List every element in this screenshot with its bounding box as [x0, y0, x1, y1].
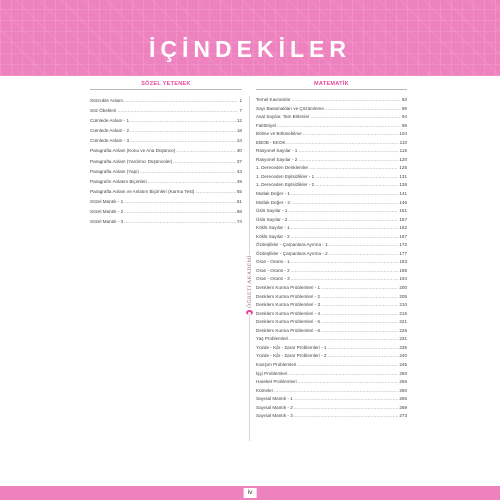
dot-leader: [298, 147, 398, 156]
dot-leader: [309, 164, 398, 173]
toc-entry-page: 43: [236, 168, 242, 174]
toc-entry-page: 260: [399, 387, 407, 393]
toc-entry[interactable]: [90, 126, 242, 136]
toc-entry[interactable]: [256, 207, 407, 216]
footer-band: [0, 486, 500, 500]
toc-entry-title: Paragrafın Anlatım Biçimleri: [90, 178, 147, 184]
toc-entry-title: Mutlak Değer - 2: [256, 199, 290, 205]
toc-entry[interactable]: [256, 318, 407, 327]
toc-entry-title: Rasyonel Sayılar - 2: [256, 156, 298, 162]
toc-entry-title: Sözel Mantık - 3: [90, 219, 124, 225]
toc-entry-page: 210: [399, 302, 407, 308]
toc-entry-title: Oran - Orantı - 1: [256, 259, 290, 265]
toc-entry-title: Sayısal Mantık - 2: [256, 404, 293, 410]
dot-leader: [289, 335, 398, 344]
column-title-sozel: SÖZEL YETENEK: [141, 81, 191, 87]
dot-leader: [327, 352, 398, 361]
dot-leader: [124, 207, 236, 217]
toc-entry[interactable]: [256, 113, 407, 122]
toc-entry[interactable]: [256, 122, 407, 131]
dot-leader: [315, 173, 398, 182]
dot-leader: [288, 216, 398, 225]
dot-leader: [291, 96, 400, 105]
toc-entry-title: Yüzde - Kâr - Zarar Problemleri - 1: [256, 344, 327, 350]
toc-entry[interactable]: [90, 217, 242, 227]
dot-leader: [130, 126, 236, 136]
dot-leader: [277, 122, 401, 131]
toc-entry-page: 273: [399, 413, 407, 419]
toc-entry-page: 255: [399, 379, 407, 385]
dot-leader: [321, 318, 398, 327]
toc-entry-title: Sözel Mantık - 2: [90, 209, 124, 215]
toc-entry[interactable]: [90, 106, 242, 116]
toc-entry[interactable]: [90, 187, 242, 197]
toc-entry-page: 110: [399, 139, 407, 145]
dot-leader: [274, 387, 398, 396]
toc-entry-page: 68: [236, 209, 242, 215]
toc-entry-page: 12: [236, 118, 242, 124]
toc-entry[interactable]: [256, 301, 407, 310]
dot-leader: [130, 116, 236, 126]
toc-entry[interactable]: [90, 146, 242, 156]
toc-entry-title: Kümeler: [256, 387, 274, 393]
toc-entry-title: Denklem Kurma Problemleri - 6: [256, 327, 321, 333]
toc-entry-title: Bölme ve Bölünebilme: [256, 131, 302, 137]
toc-entry[interactable]: [256, 96, 407, 105]
toc-entry-title: Denklem Kurma Problemleri - 1: [256, 285, 321, 291]
dot-leader: [321, 301, 398, 310]
toc-entry-page: 157: [399, 216, 407, 222]
toc-entry[interactable]: [256, 190, 407, 199]
toc-entry-page: 235: [399, 344, 407, 350]
toc-entry[interactable]: [90, 177, 242, 187]
dot-leader: [321, 284, 398, 293]
toc-entry[interactable]: [256, 164, 407, 173]
toc-entry-page: 226: [399, 327, 407, 333]
toc-entry[interactable]: [256, 258, 407, 267]
toc-entry-page: 221: [399, 319, 407, 325]
toc-entry[interactable]: [90, 96, 242, 106]
toc-entry-page: 115: [399, 148, 407, 154]
toc-entry[interactable]: [90, 167, 242, 177]
toc-entry-title: Köklü Sayılar - 1: [256, 225, 290, 231]
toc-entry[interactable]: [256, 361, 407, 370]
toc-entry[interactable]: [256, 327, 407, 336]
toc-entry-title: Cümlede Anlam - 3: [90, 138, 130, 144]
dot-leader: [303, 130, 399, 139]
toc-entry-page: 172: [399, 242, 407, 248]
toc-entry[interactable]: [256, 181, 407, 190]
toc-entry[interactable]: [256, 387, 407, 396]
brand-logo-icon: [246, 310, 253, 315]
toc-entry-page: 167: [399, 233, 407, 239]
toc-entry-title: Sözel Mantık - 1: [90, 198, 124, 204]
dot-leader: [291, 199, 398, 208]
column-rule: [256, 89, 407, 90]
toc-entry-page: 61: [236, 198, 242, 204]
toc-entry-page: 1: [239, 98, 242, 103]
toc-entry-page: 49: [236, 178, 242, 184]
dot-leader: [288, 207, 398, 216]
toc-entry-page: 194: [399, 276, 407, 282]
toc-entry-page: 99: [401, 122, 407, 128]
toc-entry[interactable]: [256, 293, 407, 302]
toc-entry-title: Denklem Kurma Problemleri - 3: [256, 302, 321, 308]
dot-leader: [288, 370, 398, 379]
toc-entry-title: Temel Kavramlar: [256, 97, 291, 102]
dot-leader: [140, 167, 236, 177]
toc-entry[interactable]: [256, 216, 407, 225]
toc-entry-page: 216: [399, 310, 407, 316]
toc-entry-page: 125: [399, 165, 407, 171]
toc-entry[interactable]: [256, 241, 407, 250]
toc-entry-page: 265: [399, 396, 407, 402]
toc-entry-page: 7: [239, 108, 242, 114]
dot-leader: [298, 378, 399, 387]
toc-entry-page: 231: [399, 336, 407, 342]
toc-entry-page: 131: [399, 173, 407, 179]
toc-entry-page: 30: [236, 148, 242, 154]
dot-leader: [287, 139, 399, 148]
toc-entry-page: 188: [399, 267, 407, 273]
toc-entry-title: Asal Sayılar, Tam Bölenler: [256, 114, 310, 120]
toc-entry[interactable]: [256, 404, 407, 413]
toc-entry-title: İşçi Problemleri: [256, 370, 288, 376]
toc-list-matematik: [256, 96, 407, 421]
toc-entry-page: 89: [401, 105, 407, 111]
page-number: iv: [244, 488, 257, 498]
dot-leader: [176, 146, 236, 156]
toc-entry[interactable]: [256, 412, 407, 421]
dot-leader: [195, 187, 236, 197]
toc-entry-page: 200: [399, 285, 407, 291]
dot-leader: [148, 177, 236, 187]
toc-entry-title: Söz Öbekleri: [90, 108, 117, 114]
dot-leader: [294, 404, 399, 413]
toc-entry-title: Yaş Problemleri: [256, 336, 289, 342]
toc-entry-title: Denklem Kurma Problemleri - 4: [256, 310, 321, 316]
toc-entry-page: 183: [399, 259, 407, 265]
toc-list-sozel: [90, 96, 242, 227]
toc-entry-title: Cümlede Anlam - 2: [90, 128, 130, 134]
toc-entry-title: Rasyonel Sayılar - 1: [256, 148, 298, 154]
toc-entry-title: Denklem Kurma Problemleri - 5: [256, 319, 321, 325]
dot-leader: [298, 156, 398, 165]
header-banner: [0, 0, 500, 76]
toc-entry-title: Paragrafta Anlam (Yardımcı Düşünceler): [90, 158, 173, 164]
toc-entry[interactable]: [256, 224, 407, 233]
toc-entry-page: 18: [236, 128, 242, 134]
toc-entry[interactable]: [256, 105, 407, 114]
toc-entry-page: 177: [399, 250, 407, 256]
toc-entry-page: 269: [399, 404, 407, 410]
dot-leader: [291, 275, 399, 284]
dot-leader: [329, 250, 399, 259]
toc-entry-title: Karışım Problemleri: [256, 361, 297, 367]
toc-entry-page: 136: [399, 182, 407, 188]
dot-leader: [291, 267, 399, 276]
toc-entry[interactable]: [256, 395, 407, 404]
toc-entry[interactable]: [256, 250, 407, 259]
toc-entry-title: Sayı Basamakları ve Çözümleme: [256, 105, 324, 111]
toc-entry[interactable]: [256, 352, 407, 361]
toc-entry[interactable]: [256, 233, 407, 242]
dot-leader: [294, 395, 399, 404]
toc-entry-page: 151: [399, 208, 407, 214]
toc-entry-title: Denklem Kurma Problemleri - 2: [256, 293, 321, 299]
dot-leader: [297, 361, 398, 370]
dot-leader: [291, 258, 399, 267]
toc-entry[interactable]: [256, 156, 407, 165]
toc-entry-page: 141: [399, 191, 407, 197]
toc-entry-title: 1. Dereceden Denklemler: [256, 165, 309, 171]
dot-leader: [294, 412, 399, 421]
toc-entry-page: 104: [399, 131, 407, 137]
toc-entry-page: 24: [236, 138, 242, 144]
dot-leader: [124, 217, 236, 227]
toc-entry-title: Mutlak Değer - 1: [256, 191, 290, 197]
toc-entry-page: 162: [399, 225, 407, 231]
toc-entry-title: Sözcükte Anlam: [90, 98, 123, 103]
toc-entry-title: EBOB - EKOK: [256, 139, 286, 145]
toc-entry-title: Sayısal Mantık - 1: [256, 396, 293, 402]
toc-entry-title: 1. Dereceden Eşitsizlikler - 2: [256, 182, 315, 188]
toc-entry-page: 83: [401, 97, 407, 102]
toc-entry[interactable]: [256, 267, 407, 276]
toc-entry-page: 120: [399, 156, 407, 162]
toc-entry-title: Oran - Orantı - 3: [256, 276, 290, 282]
page-title: İÇİNDEKİLER: [149, 36, 351, 62]
dot-leader: [117, 106, 238, 116]
toc-entry-title: Özdeşlikler - Çarpanlara Ayırma - 2: [256, 250, 328, 256]
toc-entry-page: 240: [399, 353, 407, 359]
brand-name: ÖĞRETİ AKADEMİ: [246, 255, 253, 308]
dot-leader: [327, 344, 398, 353]
toc-entry-title: Faktöriyel: [256, 122, 276, 128]
toc-entry-page: 146: [399, 199, 407, 205]
toc-entry[interactable]: [256, 344, 407, 353]
toc-entry-page: 94: [401, 114, 407, 120]
toc-entry-title: Özdeşlikler - Çarpanlara Ayırma - 1: [256, 242, 328, 248]
dot-leader: [321, 293, 398, 302]
toc-entry-title: Üslü Sayılar - 2: [256, 216, 288, 222]
dot-leader: [124, 197, 236, 207]
toc-entry-title: Hareket Problemleri: [256, 379, 297, 385]
toc-entry-page: 245: [399, 361, 407, 367]
toc-entry[interactable]: [256, 378, 407, 387]
toc-entry-title: Paragrafta Anlam ve Anlatım Biçimleri (Karma Test): [90, 188, 195, 194]
dot-leader: [311, 113, 401, 122]
toc-entry-title: Yüzde - Kâr - Zarar Problemleri - 2: [256, 353, 327, 359]
toc-entry[interactable]: [256, 130, 407, 139]
toc-column-matematik: [256, 80, 407, 421]
toc-entry-title: Köklü Sayılar - 2: [256, 233, 290, 239]
toc-entry-page: 74: [236, 219, 242, 225]
dot-leader: [130, 136, 236, 146]
column-title-matematik: MATEMATİK: [314, 81, 349, 87]
toc-entry[interactable]: [256, 275, 407, 284]
toc-column-sozel: [90, 80, 242, 227]
toc-entry[interactable]: [256, 173, 407, 182]
toc-entry-title: Oran - Orantı - 2: [256, 267, 290, 273]
toc-entry[interactable]: [90, 197, 242, 207]
toc-entry[interactable]: [90, 207, 242, 217]
dot-leader: [329, 241, 399, 250]
toc-entry-title: Üslü Sayılar - 1: [256, 208, 288, 214]
toc-entry[interactable]: [256, 147, 407, 156]
dot-leader: [315, 181, 398, 190]
toc-entry-page: 205: [399, 293, 407, 299]
dot-leader: [124, 96, 238, 106]
toc-entry[interactable]: [256, 139, 407, 148]
toc-entry-title: Sayısal Mantık - 3: [256, 413, 293, 419]
toc-entry[interactable]: [256, 199, 407, 208]
toc-entry[interactable]: [256, 310, 407, 319]
dot-leader: [291, 190, 398, 199]
dot-leader: [291, 224, 399, 233]
toc-entry[interactable]: [256, 370, 407, 379]
toc-entry-title: 1. Dereceden Eşitsizlikler - 1: [256, 173, 315, 179]
toc-entry-page: 37: [236, 158, 242, 164]
dot-leader: [321, 327, 398, 336]
toc-entry-title: Cümlede Anlam - 1: [90, 118, 130, 124]
toc-entry[interactable]: [256, 284, 407, 293]
column-rule: [90, 89, 242, 90]
dot-leader: [321, 310, 398, 319]
toc-entry[interactable]: [90, 136, 242, 146]
toc-entry[interactable]: [90, 157, 242, 167]
toc-entry-title: Paragrafta Anlam (Konu ve Ana Düşünce): [90, 148, 176, 154]
dot-leader: [325, 105, 401, 114]
toc-entry-title: Paragrafta Anlam (Yapı): [90, 168, 139, 174]
dot-leader: [173, 157, 235, 167]
toc-entry-page: 55: [236, 188, 242, 194]
toc-entry[interactable]: [90, 116, 242, 126]
toc-entry[interactable]: [256, 335, 407, 344]
dot-leader: [291, 233, 399, 242]
toc-entry-page: 250: [399, 370, 407, 376]
